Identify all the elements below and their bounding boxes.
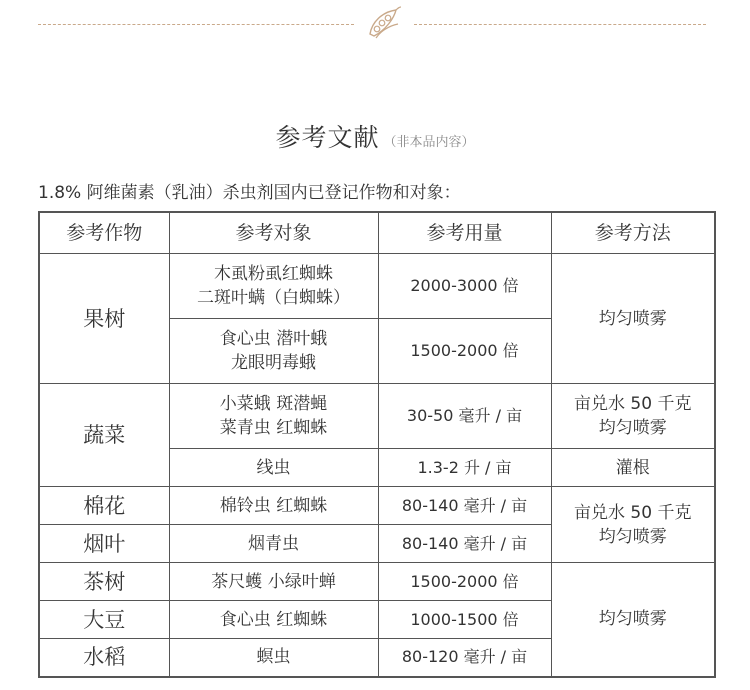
method-cell: 均匀喷雾 bbox=[551, 254, 715, 384]
header-target: 参考对象 bbox=[169, 212, 378, 254]
method-cell: 均匀喷雾 bbox=[551, 563, 715, 677]
method-cell: 亩兑水 50 千克 均匀喷雾 bbox=[551, 384, 715, 449]
dose-cell: 1500-2000 倍 bbox=[378, 319, 551, 384]
reference-table bbox=[38, 211, 716, 678]
dose-cell: 30-50 毫升 / 亩 bbox=[378, 384, 551, 449]
crop-cell: 棉花 bbox=[39, 487, 169, 525]
page-title: 参考文献 bbox=[275, 123, 380, 152]
decorative-divider-left bbox=[38, 24, 354, 25]
decorative-divider-right bbox=[414, 24, 706, 25]
intro-text: 1.8% 阿维菌素（乳油）杀虫剂国内已登记作物和对象： bbox=[38, 183, 461, 203]
dose-cell: 80-120 毫升 / 亩 bbox=[378, 639, 551, 677]
target-cell: 小菜蛾 斑潜蝇 菜青虫 红蜘蛛 bbox=[169, 384, 378, 449]
crop-cell: 烟叶 bbox=[39, 525, 169, 563]
crop-cell: 果树 bbox=[39, 254, 169, 384]
crop-cell: 大豆 bbox=[39, 601, 169, 639]
crop-cell: 茶树 bbox=[39, 563, 169, 601]
table-row bbox=[39, 384, 715, 449]
method-cell: 灌根 bbox=[551, 449, 715, 487]
dose-cell: 80-140 毫升 / 亩 bbox=[378, 525, 551, 563]
header-dose: 参考用量 bbox=[378, 212, 551, 254]
target-cell: 棉铃虫 红蜘蛛 bbox=[169, 487, 378, 525]
crop-cell: 水稻 bbox=[39, 639, 169, 677]
target-cell: 螟虫 bbox=[169, 639, 378, 677]
header-crop: 参考作物 bbox=[39, 212, 169, 254]
table-header-row bbox=[39, 212, 715, 254]
dose-cell: 1.3-2 升 / 亩 bbox=[378, 449, 551, 487]
dose-cell: 1000-1500 倍 bbox=[378, 601, 551, 639]
crop-cell: 蔬菜 bbox=[39, 384, 169, 487]
target-cell: 茶尺蠖 小绿叶蝉 bbox=[169, 563, 378, 601]
pea-pod-icon bbox=[364, 4, 404, 44]
table-row bbox=[39, 254, 715, 319]
section-title bbox=[0, 118, 750, 154]
target-cell: 烟青虫 bbox=[169, 525, 378, 563]
page-subtitle: （非本品内容） bbox=[383, 135, 475, 150]
target-cell: 食心虫 潜叶蛾 龙眼明毒蛾 bbox=[169, 319, 378, 384]
table-row bbox=[39, 487, 715, 525]
method-cell: 亩兑水 50 千克 均匀喷雾 bbox=[551, 487, 715, 563]
dose-cell: 80-140 毫升 / 亩 bbox=[378, 487, 551, 525]
dose-cell: 2000-3000 倍 bbox=[378, 254, 551, 319]
target-cell: 木虱粉虱红蜘蛛 二斑叶螨（白蜘蛛） bbox=[169, 254, 378, 319]
table-row bbox=[39, 563, 715, 601]
dose-cell: 1500-2000 倍 bbox=[378, 563, 551, 601]
target-cell: 食心虫 红蜘蛛 bbox=[169, 601, 378, 639]
target-cell: 线虫 bbox=[169, 449, 378, 487]
header-method: 参考方法 bbox=[551, 212, 715, 254]
